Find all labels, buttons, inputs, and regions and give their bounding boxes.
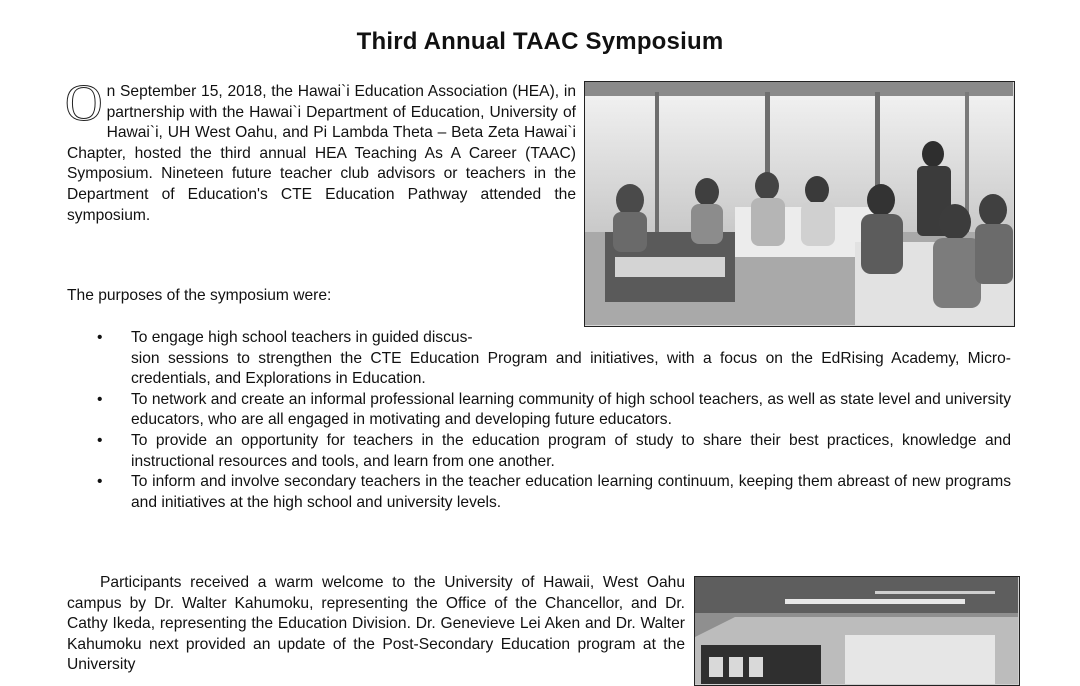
welcome-paragraph: Participants received a warm welcome to the University of Hawaii, West Oahu campus by Dr. Walter Kahumoku, representing the Office of the Chancellor, and Dr. Cathy Ikeda, representing the Education Division. Dr. Genevieve Lei Aken and Dr. Walter Kahumoku next provided an update of the Post-Secondary Education program at the University — [67, 574, 685, 674]
presentation-photo — [694, 576, 1020, 686]
intro-text: n September 15, 2018, the Hawai`i Education Association (HEA), in partnership with the Hawai`i Department of Education, University of Hawai`i, UH West Oahu, and Pi Lambda Theta – Beta Zeta Hawai`i Chapter, hosted the third annual HEA Teaching As A Career (TAAC) Symposium. Nineteen future teacher club advisors or teachers in the Department of Education's CTE Education Pathway attended the symposium. — [67, 83, 576, 224]
purposes-heading: The purposes of the symposium were: — [67, 287, 332, 304]
list-item — [67, 328, 1011, 390]
list-item-first-line: • To engage high school teachers in guided discus- — [131, 329, 473, 346]
list-item: • To provide an opportunity for teachers in the education program of study to share their best practices, knowledge and instructional resources and tools, and learn from one another. — [67, 431, 1011, 472]
list-item: • To inform and involve secondary teachers in the teacher education learning continuum, keeping them abreast of new programs and initiatives at the high school and university levels. — [67, 472, 1011, 513]
list-item-rest: sion sessions to strengthen the CTE Education Program and initiatives, with a focus on the EdRising Academy, Micro-credentials, and Explorations in Education. — [131, 349, 1011, 388]
list-item: • To network and create an informal professional learning community of high school teachers, as well as state level and university educators, who are all engaged in motivating and developing future educators. — [67, 390, 1011, 431]
symposium-photo — [584, 81, 1015, 327]
intro-paragraph — [65, 75, 576, 226]
drop-cap: O — [65, 75, 103, 132]
article-title: Third Annual TAAC Symposium — [356, 28, 724, 55]
purposes-list — [67, 328, 1011, 513]
